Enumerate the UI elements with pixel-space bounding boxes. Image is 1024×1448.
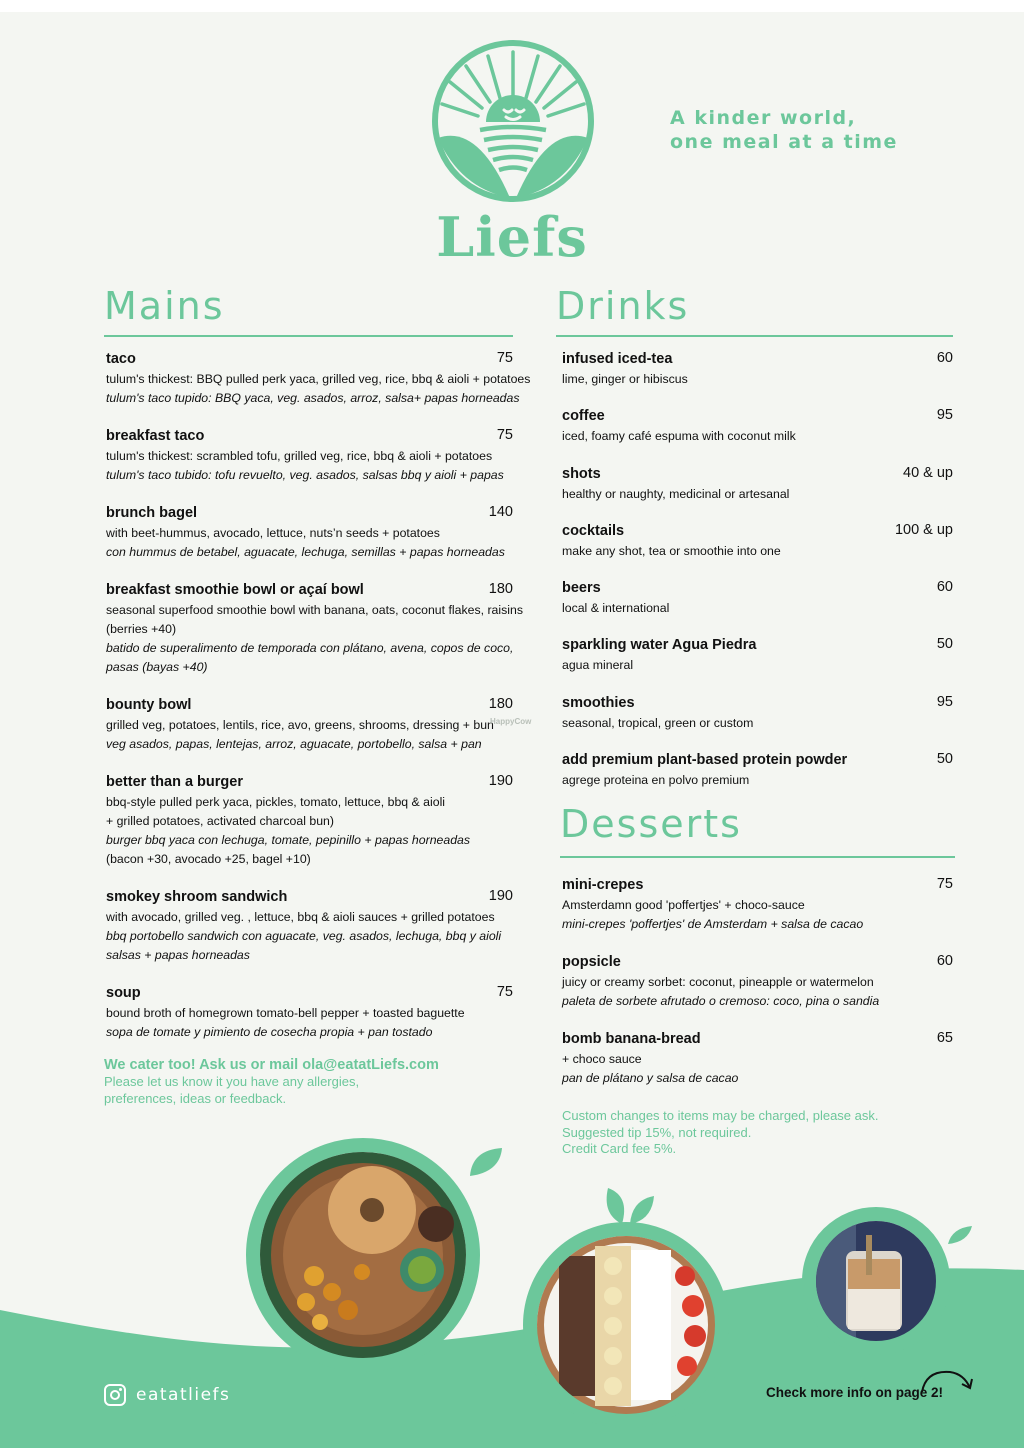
tagline-line: A kinder world, [670, 107, 857, 129]
menu-item [106, 427, 513, 485]
item-description-es: tulum's taco tubido: tofu revuelto, veg. asados, salsas bbq y aioli + papas [106, 468, 504, 482]
item-description: seasonal, tropical, green or custom [562, 715, 754, 730]
item-price: 65 [936, 1030, 953, 1046]
desserts-list [562, 876, 953, 1088]
menu-item [562, 953, 953, 1011]
tagline [670, 106, 898, 154]
bagel-plate-image [260, 1152, 466, 1358]
item-description: iced, foamy café espuma with coconut milk [562, 429, 796, 444]
menu-item [562, 694, 953, 733]
curved-arrow-icon [916, 1366, 976, 1396]
smoothie-bowl-image [537, 1236, 715, 1414]
item-price: 50 [936, 636, 953, 653]
item-name: sparkling water Agua Piedra [562, 637, 757, 654]
menu-item [106, 581, 523, 677]
item-description: healthy or naughty, medicinal or artesanal [562, 486, 790, 501]
item-description-es: mini-crepes 'poffertjes' de Amsterdam + salsa de cacao [562, 917, 864, 931]
item-price: 75 [496, 984, 513, 1000]
item-description: + choco sauce [562, 1052, 642, 1066]
menu-item [562, 465, 953, 504]
item-description-es: bbq portobello sandwich con aguacate, veg. asados, lechuga, bbq y aioli [106, 929, 502, 943]
item-name: infused iced-tea [562, 351, 673, 367]
brand-name: Liefs [436, 205, 588, 269]
desserts-divider [560, 856, 955, 858]
item-description: tulum's thickest: BBQ pulled perk yaca, grilled veg, rice, bbq & aioli + potatoes [106, 372, 531, 386]
mains-list [106, 350, 531, 1042]
item-price: 40 & up [903, 464, 953, 481]
item-description-es: veg asados, papas, lentejas, arroz, aguacate, portobello, salsa + pan [106, 737, 482, 751]
item-description: juicy or creamy sorbet: coconut, pineapple or watermelon [562, 975, 874, 989]
item-name: beers [562, 580, 601, 597]
item-description: grilled veg, potatoes, lentils, rice, avo, greens, shrooms, dressing + bun [106, 718, 494, 732]
item-price: 190 [488, 888, 513, 904]
menu-item [562, 876, 953, 934]
instagram-text: eatatliefs [136, 1385, 231, 1405]
tagline-line: one meal at a time [670, 131, 898, 153]
instagram-icon [104, 1384, 126, 1406]
item-description: tulum's thickest: scrambled tofu, grilled veg, rice, bbq & aioli + potatoes [106, 449, 493, 463]
item-description: with beet-hummus, avocado, lettuce, nuts’n seeds + potatoes [106, 526, 440, 540]
item-description-es: paleta de sorbete afrutado o cremoso: coco, pina o sandia [562, 994, 880, 1008]
menu-item [562, 522, 953, 561]
top-band [0, 0, 1024, 12]
menu-item [562, 407, 953, 446]
item-price: 190 [488, 773, 513, 789]
item-name: mini-crepes [562, 877, 644, 893]
menu-item [106, 696, 513, 754]
item-name: brunch bagel [106, 505, 198, 521]
item-description: bbq-style pulled perk yaca, pickles, tomato, lettuce, bbq & aioli [106, 795, 446, 809]
policy-notes [562, 1108, 879, 1158]
item-description-es: tulum's taco tupido: BBQ yaca, veg. asados, arroz, salsa+ papas horneadas [106, 391, 520, 405]
item-price: 60 [936, 579, 953, 596]
item-description: agua mineral [562, 658, 634, 673]
item-description-es: salsas + papas horneadas [106, 948, 250, 962]
item-price: 75 [496, 427, 513, 443]
catering-line: preferences, ideas or feedback. [104, 1091, 287, 1106]
drinks-divider [556, 335, 953, 337]
item-description: (berries +40) [106, 622, 177, 636]
item-name: bomb banana-bread [562, 1031, 701, 1047]
item-price: 180 [488, 696, 513, 712]
item-price: 75 [936, 876, 953, 892]
item-description: + grilled potatoes, activated charcoal bun) [106, 814, 334, 828]
note-line: Suggested tip 15%, not required. [562, 1124, 752, 1140]
sun-field-logo-icon [430, 38, 596, 204]
item-name: bounty bowl [106, 697, 192, 713]
bagel-plate-photo [246, 1138, 480, 1372]
menu-item [106, 888, 513, 965]
item-price: 95 [936, 407, 953, 424]
leaf-icon [946, 1224, 974, 1246]
menu-item [562, 636, 953, 675]
item-name: taco [106, 351, 136, 367]
menu-item [106, 773, 513, 869]
item-description: seasonal superfood smoothie bowl with banana, oats, coconut flakes, raisins [106, 603, 523, 617]
drinks-list [562, 350, 953, 790]
item-description-es: con hummus de betabel, aguacate, lechuga, semillas + papas horneadas [106, 545, 505, 559]
item-description-es: batido de superalimento de temporada con plátano, avena, copos de coco, [106, 641, 514, 655]
catering-title: We cater too! Ask us or mail ola@eatatLiefs.com [104, 1057, 439, 1073]
mains-title: Mains [104, 284, 225, 328]
item-description: agrege proteina en polvo premium [562, 773, 750, 788]
item-description-es: burger bbq yaca con lechuga, tomate, pepinillo + papas horneadas [106, 833, 471, 847]
item-description: (bacon +30, avocado +25, bagel +10) [106, 852, 311, 866]
leaf-icon [466, 1144, 506, 1180]
menu-item [562, 579, 953, 618]
item-description: lime, ginger or hibiscus [562, 372, 688, 386]
item-description: local & international [562, 601, 670, 616]
note-line: Credit Card fee 5%. [562, 1141, 677, 1156]
item-name: shots [562, 465, 601, 482]
page-2-link[interactable]: Check more info on page 2! [766, 1385, 944, 1400]
item-name: breakfast smoothie bowl or açaí bowl [106, 582, 364, 598]
desserts-title: Desserts [560, 802, 742, 846]
item-name: coffee [562, 408, 605, 425]
item-name: cocktails [562, 522, 625, 539]
item-description: make any shot, tea or smoothie into one [562, 543, 781, 558]
item-name: soup [106, 985, 141, 1001]
menu-item [562, 1030, 953, 1088]
catering-info [104, 1057, 439, 1107]
iced-coffee-photo [802, 1207, 950, 1355]
item-price: 60 [936, 350, 953, 366]
iced-coffee-image [816, 1221, 936, 1341]
smoothie-bowl-photo [523, 1222, 729, 1428]
watermark: HappyCow [490, 717, 532, 726]
item-name: breakfast taco [106, 428, 205, 444]
item-price: 50 [936, 751, 953, 768]
item-description-es: pasas (bayas +40) [106, 660, 208, 674]
menu-item [106, 350, 531, 408]
note-line: Custom changes to items may be charged, please ask. [562, 1108, 879, 1123]
item-name: better than a burger [106, 774, 243, 790]
item-description: bound broth of homegrown tomato-bell pepper + toasted baguette [106, 1006, 465, 1020]
menu-item [106, 504, 513, 562]
item-name: popsicle [562, 954, 621, 970]
instagram-handle[interactable] [104, 1384, 230, 1406]
menu-item [562, 751, 953, 790]
item-description: with avocado, grilled veg. , lettuce, bbq & aioli sauces + grilled potatoes [106, 910, 495, 924]
menu-item [562, 350, 953, 389]
mains-divider [104, 335, 513, 337]
catering-line: Please let us know it you have any allergies, [104, 1074, 360, 1089]
drinks-title: Drinks [556, 284, 690, 328]
item-description-es: pan de plátano y salsa de cacao [562, 1071, 739, 1085]
item-name: add premium plant-based protein powder [562, 752, 848, 769]
item-price: 60 [936, 953, 953, 969]
item-price: 75 [496, 350, 513, 366]
menu-item [106, 984, 513, 1042]
item-price: 100 & up [894, 521, 953, 538]
item-price: 180 [488, 581, 513, 597]
item-description-es: sopa de tomate y pimiento de cosecha propia + pan tostado [106, 1025, 433, 1039]
item-name: smoothies [562, 694, 635, 711]
item-price: 140 [488, 504, 513, 520]
item-price: 95 [936, 693, 953, 710]
item-description: Amsterdamn good 'poffertjes' + choco-sauce [562, 898, 805, 912]
item-name: smokey shroom sandwich [106, 889, 288, 905]
